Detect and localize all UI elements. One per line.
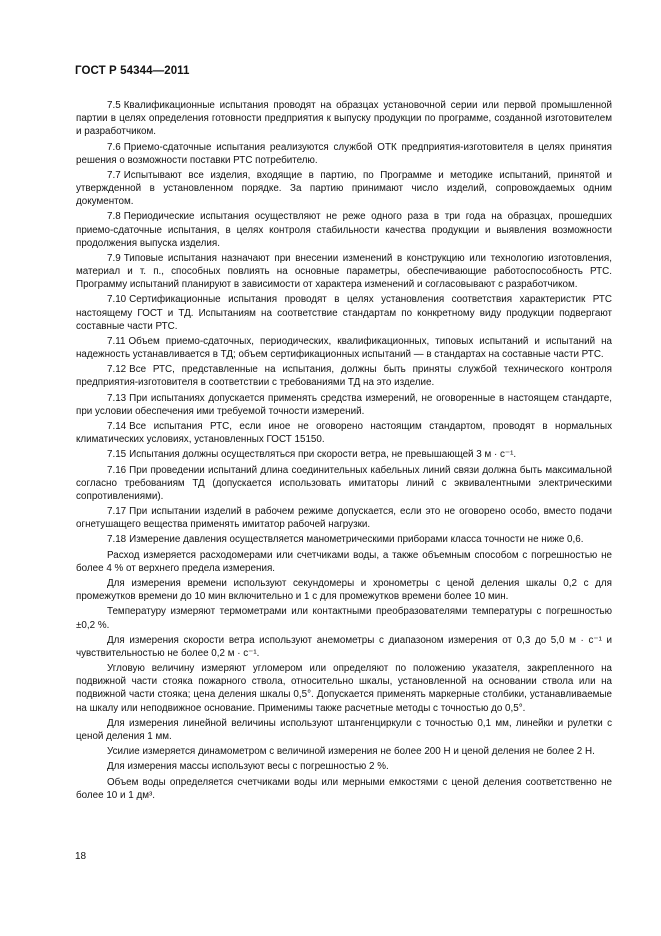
paragraph-text: Периодические испытания осуществляют не реже одного раза в три года на образцах, прошедших приемо-сдаточные испытания, в целях контроля стабильности качества продукции и выявления возможности продолжения выпуска изделия. (76, 211, 612, 249)
paragraph-time-measurement (76, 577, 612, 603)
document-body (76, 99, 612, 804)
paragraph-7-12 (76, 363, 612, 389)
paragraph-text: Все испытания РТС, если иное не оговорено настоящим стандартом, проводят в нормальных климатических условиях, установленных ГОСТ 15150. (76, 421, 612, 446)
paragraph-text: Измерение давления осуществляется манометрическими приборами класса точности не ниже 0,6. (129, 534, 584, 546)
paragraph-number: 7.11 (107, 335, 126, 347)
paragraph-7-16 (76, 464, 612, 503)
paragraph-text: При испытаниях допускается применять средства измерений, не оговоренные в настоящем стандарте, при условии обеспечения ими требуемой точности измерений. (76, 392, 612, 417)
paragraph-number: 7.17 (107, 506, 127, 518)
paragraph-number: 7.8 (107, 211, 121, 223)
document-header: ГОСТ Р 54344—2011 (75, 65, 190, 77)
paragraph-text: Испытания должны осуществляться при скорости ветра, не превышающей 3 м · с⁻¹. (129, 449, 517, 461)
paragraph-7-13 (76, 392, 612, 418)
paragraph-7-9 (76, 252, 612, 291)
paragraph-number: 7.10 (107, 294, 127, 306)
paragraph-7-5 (76, 99, 612, 138)
paragraph-number: 7.14 (107, 421, 127, 433)
paragraph-text: Температуру измеряют термометрами или контактными преобразователями температуры с погрешностью ±0,2 %. (76, 606, 612, 631)
paragraph-text: Для измерения массы используют весы с погрешностью 2 %. (107, 761, 389, 773)
paragraph-text: Типовые испытания назначают при внесении изменений в конструкцию или технологию изготовления, материал и т. п., способных повлиять на основные параметры, обеспечивающие работоспособность РТС. Программу испытаний планируют в зависимости от характера изменений и согласовывают с разработчиком. (76, 252, 612, 291)
paragraph-text: При проведении испытаний длина соединительных кабельных линий связи должна быть максимальной согласно требованиям ТД (допускается использовать имитаторы линий с эквивалентными электрическими сопротивлениями). (76, 464, 612, 502)
paragraph-7-11 (76, 335, 612, 361)
paragraph-text: Для измерения скорости ветра используют анемометры с диапазоном измерения от 0,3 до 5,0 м · с⁻¹ и чувствительностью не более 0,2 м · с⁻¹. (76, 634, 612, 659)
paragraph-text: Для измерения линейной величины используют штангенциркули с точностью 0,1 мм, линейки и рулетки с ценой деления 1 мм. (76, 717, 612, 742)
paragraph-number: 7.9 (107, 252, 121, 264)
paragraph-7-18 (76, 533, 612, 546)
paragraph-7-8 (76, 210, 612, 249)
paragraph-number: 7.6 (107, 141, 121, 153)
paragraph-volume-measurement (76, 776, 612, 802)
paragraph-7-6 (76, 141, 612, 167)
paragraph-text: Объем приемо-сдаточных, периодических, квалификационных, типовых испытаний и испытаний на надежность устанавливается в ТД; объем сертификационных испытаний — в стандартах на составные части РТС. (76, 335, 612, 361)
paragraph-number: 7.7 (107, 169, 121, 181)
paragraph-text: Усилие измеряется динамометром с величиной измерения не более 200 Н и ценой деления не более 2 Н. (107, 746, 595, 758)
paragraph-number: 7.18 (107, 534, 127, 546)
paragraph-7-14 (76, 420, 612, 446)
paragraph-force-measurement (76, 745, 612, 758)
paragraph-number: 7.15 (107, 449, 127, 461)
paragraph-7-7 (76, 169, 612, 208)
paragraph-flow-measurement (76, 549, 612, 575)
paragraph-7-17 (76, 505, 612, 531)
paragraph-text: Квалификационные испытания проводят на образцах установочной серии или первой промышленной партии в целях определения готовности предприятия к выпуску продукции по программе, созданной изготовителем и разработчиком. (76, 100, 612, 138)
paragraph-text: Приемо-сдаточные испытания реализуются службой ОТК предприятия-изготовителя в целях принятия решения о возможности поставки РТС потребителю. (76, 141, 612, 166)
paragraph-text: Расход измеряется расходомерами или счетчиками воды, а также объемным способом с погрешностью не более 4 % от верхнего предела измерения. (76, 549, 612, 574)
paragraph-text: Испытывают все изделия, входящие в партию, по Программе и методике испытаний, принятой и утвержденной в установленном порядке. За партию принимают число изделий, сопровождаемых одним документом. (76, 169, 612, 208)
paragraph-text: При испытании изделий в рабочем режиме допускается, если это не оговорено особо, вместо подачи огнетушащего вещества применять имитатор рабочей нагрузки. (76, 506, 612, 531)
paragraph-number: 7.13 (107, 392, 127, 404)
paragraph-number: 7.5 (107, 100, 121, 111)
paragraph-7-10 (76, 293, 612, 332)
page-number: 18 (75, 851, 87, 862)
paragraph-number: 7.16 (107, 464, 127, 476)
paragraph-linear-measurement (76, 717, 612, 743)
paragraph-text: Сертификационные испытания проводят в целях установления соответствия характеристик РТС настоящему ГОСТ и ТД. Испытаниям на соответствие стандартам по конкретному виду продукции подвергают составные части РТС. (76, 294, 612, 332)
paragraph-wind-speed-measurement (76, 634, 612, 660)
paragraph-text: Все РТС, представленные на испытания, должны быть приняты службой технического контроля предприятия-изготовителя в соответствии с требованиями ТД на это изделие. (76, 364, 612, 389)
paragraph-text: Угловую величину измеряют угломером или определяют по положению указателя, закрепленного на подвижной части стояка пожарного ствола, относительно шкалы, установленной на основании ствола или на подвижной части стояка; цена деления шкалы 0,5°. Допускается применять маркерные столбики, устанавливаемые на шкалу или неподвижное основание. Применимы также расчетные методы с точностью до 0,5°. (76, 663, 612, 714)
paragraph-mass-measurement (76, 760, 612, 773)
paragraph-text: Объем воды определяется счетчиками воды или мерными емкостями с ценой деления соответственно не более 10 и 1 дм³. (76, 776, 612, 801)
paragraph-temperature-measurement (76, 605, 612, 631)
paragraph-angle-measurement (76, 662, 612, 715)
paragraph-text: Для измерения времени используют секундомеры и хронометры с ценой деления шкалы 0,2 с для промежутков времени до 10 мин включительно и 1 с для промежутков времени более 10 мин. (76, 578, 612, 603)
paragraph-number: 7.12 (107, 364, 127, 376)
paragraph-7-15 (76, 448, 612, 461)
